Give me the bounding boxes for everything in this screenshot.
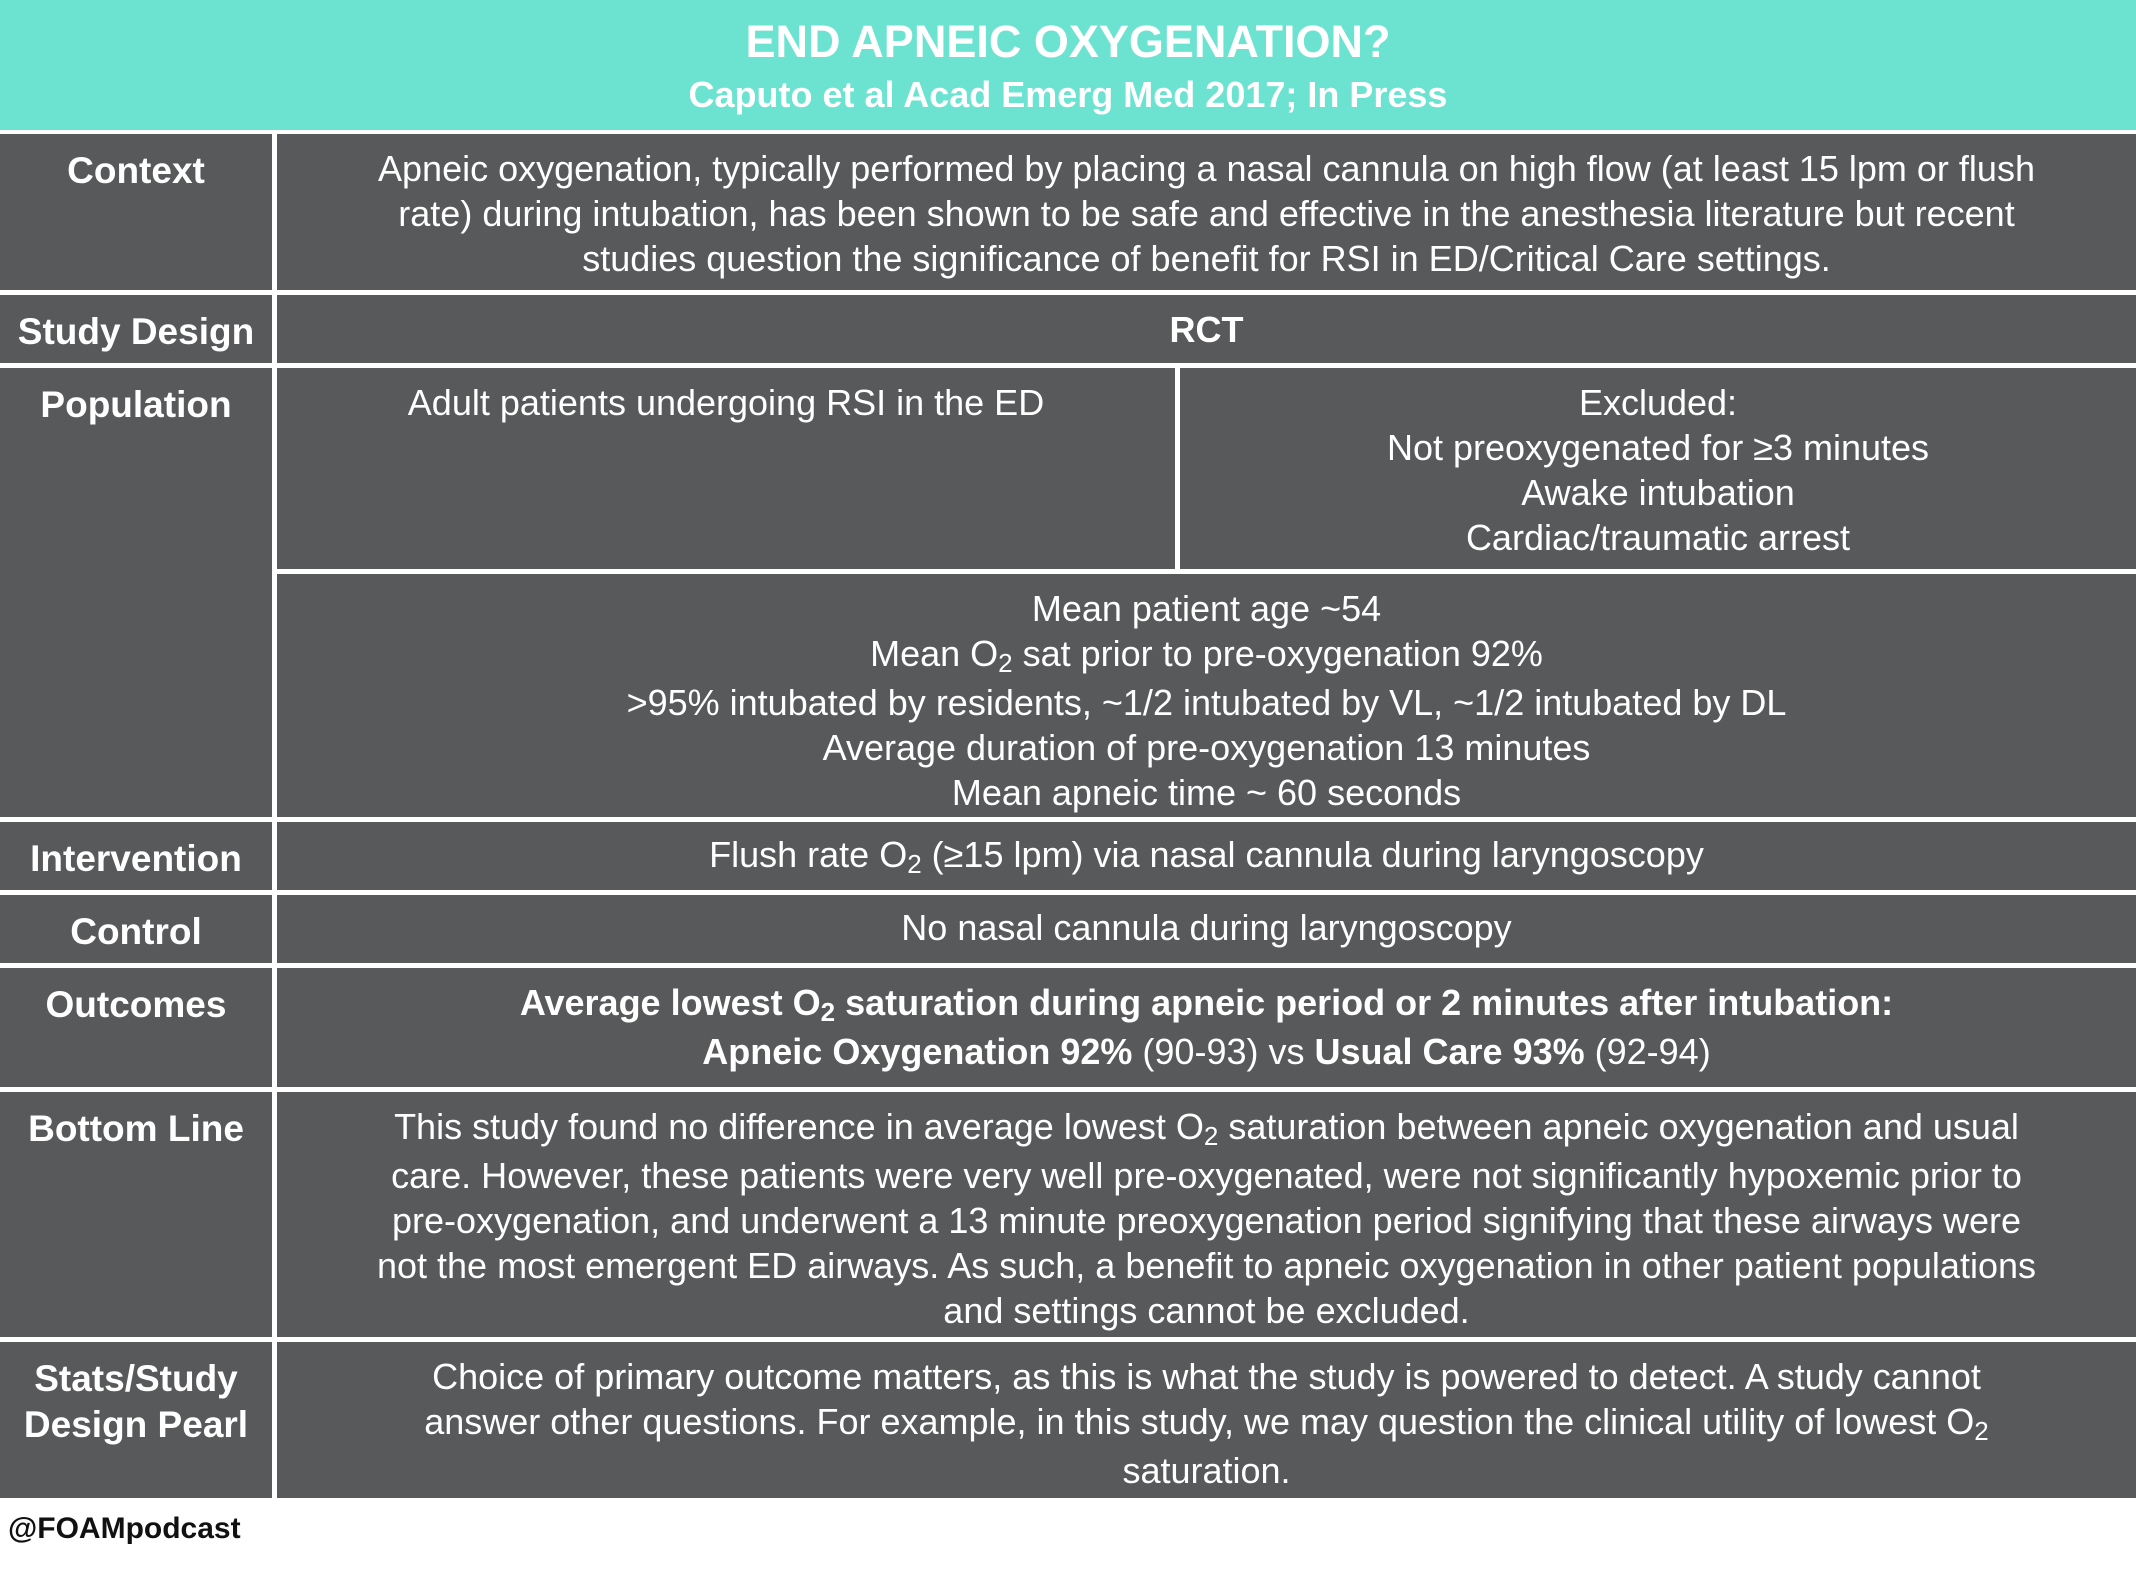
intervention-text: Flush rate O2 (≥15 lpm) via nasal cannula during laryngoscopy — [277, 822, 2136, 890]
context-text — [277, 134, 2136, 290]
pearl-line: Choice of primary outcome matters, as this is what the study is powered to detect. A study cannot — [432, 1356, 1981, 1397]
bottom-line-label: Bottom Line — [0, 1092, 272, 1337]
context-label: Context — [0, 134, 272, 290]
excluded-item: Cardiac/traumatic arrest — [1465, 517, 1851, 558]
stat-duration: Average duration of pre-oxygenation 13 minutes — [822, 727, 1591, 768]
population-stats — [277, 574, 2136, 817]
pearl-text — [277, 1342, 2136, 1498]
citation: Caputo et al Acad Emerg Med 2017; In Press — [688, 74, 1448, 115]
intervention-label: Intervention — [0, 822, 272, 890]
control-text: No nasal cannula during laryngoscopy — [277, 895, 2136, 963]
context-line: rate) during intubation, has been shown to be safe and effective in the anesthesia literature but recent — [398, 193, 2015, 234]
excluded-item: Awake intubation — [1521, 472, 1795, 513]
bottom-line-line: care. However, these patients were very well pre-oxygenated, were not significantly hypoxemic prior to — [391, 1155, 2022, 1196]
footer-handle: @FOAMpodcast — [8, 1512, 241, 1545]
stat-apneic-time: Mean apneic time ~ 60 seconds — [951, 772, 1462, 813]
outcomes-text — [277, 968, 2136, 1087]
pearl-line: saturation. — [1122, 1450, 1291, 1491]
pearl-line: answer other questions. For example, in this study, we may question the clinical utility of lowest O2 — [424, 1401, 1989, 1446]
control-label: Control — [0, 895, 272, 963]
context-line: studies question the significance of benefit for RSI in ED/Critical Care settings. — [582, 238, 1831, 279]
stat-residents: >95% intubated by residents, ~1/2 intubated by VL, ~1/2 intubated by DL — [626, 682, 1787, 723]
outcome-measure: Average lowest O2 saturation during apneic period or 2 minutes after intubation: — [519, 982, 1894, 1027]
page-title: END APNEIC OXYGENATION? — [745, 16, 1391, 67]
stat-sat: Mean O2 sat prior to pre-oxygenation 92% — [870, 633, 1543, 678]
outcomes-label: Outcomes — [0, 968, 272, 1087]
bottom-line-line: not the most emergent ED airways. As such, a benefit to apneic oxygenation in other patient populations — [376, 1245, 2036, 1286]
outcome-result: Apneic Oxygenation 92% (90-93) vs Usual Care 93% (92-94) — [702, 1031, 1711, 1072]
bottom-line-line: pre-oxygenation, and underwent a 13 minute preoxygenation period signifying that these airways were — [392, 1200, 2021, 1241]
stat-age: Mean patient age ~54 — [1031, 588, 1382, 629]
population-excluded — [1180, 368, 2136, 569]
excluded-item: Not preoxygenated for ≥3 minutes — [1386, 427, 1930, 468]
bottom-line-line: and settings cannot be excluded. — [943, 1290, 1470, 1331]
bottom-line-text — [277, 1092, 2136, 1337]
context-line: Apneic oxygenation, typically performed by placing a nasal cannula on high flow (at least 15 lpm or flush — [378, 148, 2035, 189]
population-included: Adult patients undergoing RSI in the ED — [277, 368, 1175, 569]
bottom-line-line: This study found no difference in average lowest O2 saturation between apneic oxygenation and usual — [394, 1106, 2019, 1151]
pearl-label: Stats/Study Design Pearl — [0, 1342, 272, 1498]
population-label: Population — [0, 368, 272, 817]
study-design-value: RCT — [277, 295, 2136, 363]
study-design-label: Study Design — [0, 295, 272, 363]
header-banner — [0, 0, 2136, 130]
excluded-heading: Excluded: — [1578, 382, 1738, 423]
